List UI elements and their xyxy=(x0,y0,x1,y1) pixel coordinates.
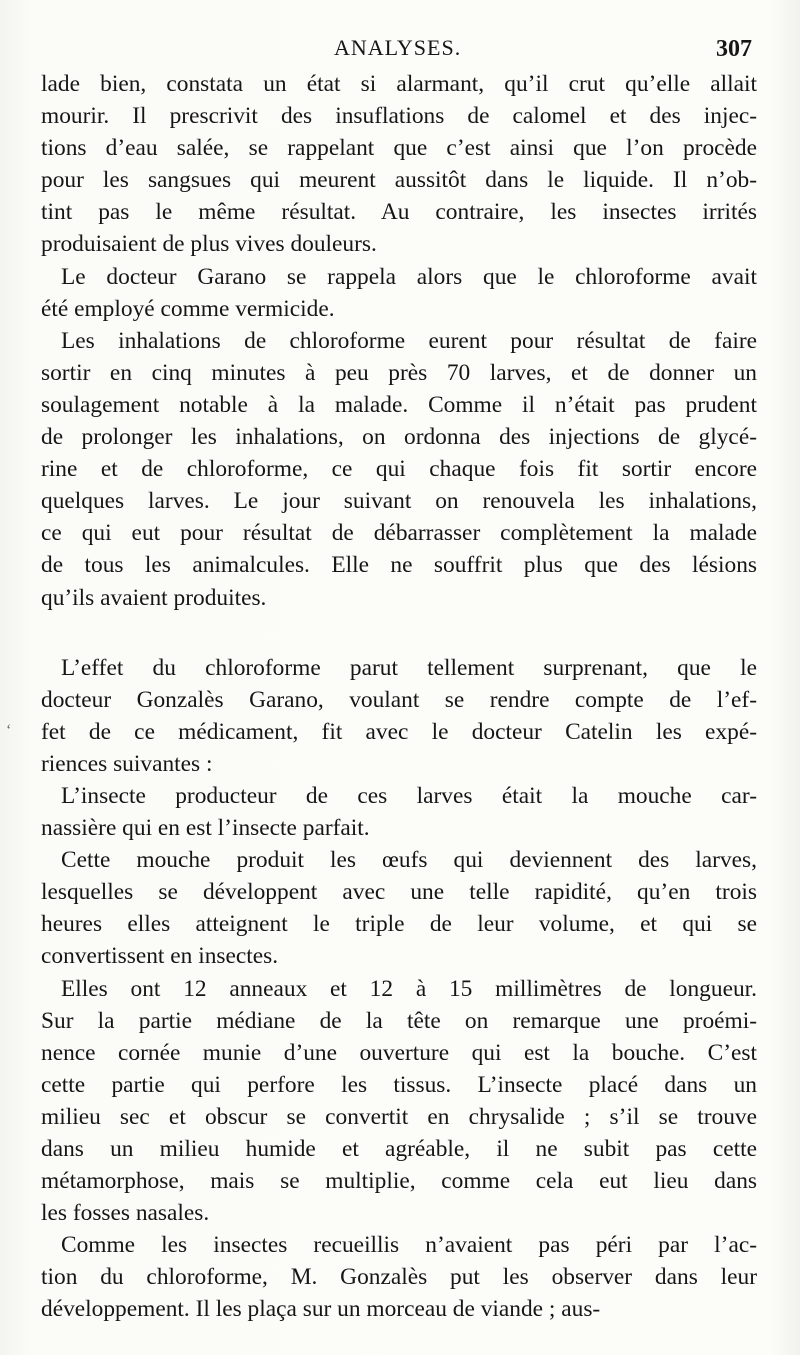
paragraph xyxy=(41,652,757,780)
text-line: Cette mouche produit les œufs qui deviennent des larves, xyxy=(61,847,757,874)
text-line: docteur Gonzalès Garano, voulant se rendre compte de l’ef- xyxy=(41,686,757,713)
text-line: Elles ont 12 anneaux et 12 à 15 millimètres de longueur. xyxy=(61,975,757,1002)
paragraph xyxy=(41,261,757,325)
paragraph xyxy=(41,780,757,844)
paragraph xyxy=(41,325,757,614)
text-line: L’effet du chloroforme parut tellement surprenant, que le xyxy=(61,654,757,681)
page-header xyxy=(40,30,752,66)
text-line: lesquelles se développent avec une telle rapidité, qu’en trois xyxy=(41,879,757,906)
text-line: Comme les insectes recueillis n’avaient pas péri par l’ac- xyxy=(61,1232,757,1259)
text-line: Le docteur Garano se rappela alors que le chloroforme avait xyxy=(61,263,757,290)
text-line: été employé comme vermicide. xyxy=(41,295,335,322)
text-line: Sur la partie médiane de la tête on remarque une proémi- xyxy=(41,1007,757,1034)
text-line: ce qui eut pour résultat de débarrasser complètement la malade xyxy=(41,520,757,547)
text-line: milieu sec et obscur se convertit en chrysalide ; s’il se trouve xyxy=(41,1103,757,1130)
text-line: lade bien, constata un état si alarmant, qu’il crut qu’elle allait xyxy=(41,71,757,97)
text-line: tion du chloroforme, M. Gonzalès put les observer dans leur xyxy=(41,1264,757,1291)
text-line: tions d’eau salée, se rappelant que c’est ainsi que l’on procède xyxy=(41,135,757,162)
text-line: L’insecte producteur de ces larves était la mouche car- xyxy=(61,782,757,809)
text-line: mourir. Il prescrivit des insuflations de calomel et des injec- xyxy=(41,103,757,130)
text-line: heures elles atteignent le triple de leur volume, et qui se xyxy=(41,911,757,938)
text-line: produisaient de plus vives douleurs. xyxy=(41,231,377,258)
text-line: de tous les animalcules. Elle ne souffrit plus que des lésions xyxy=(41,552,757,579)
paragraph xyxy=(41,973,757,1230)
body-text xyxy=(41,68,757,1326)
paragraph-gap xyxy=(41,614,757,652)
text-line: qu’ils avaient produites. xyxy=(41,584,267,611)
text-line: quelques larves. Le jour suivant on renouvela les inhalations, xyxy=(41,488,757,515)
text-line: soulagement notable à la malade. Comme il n’était pas prudent xyxy=(41,391,757,418)
text-line: tint pas le même résultat. Au contraire, les insectes irrités xyxy=(41,199,757,226)
paragraph xyxy=(41,844,757,972)
text-line: rine et de chloroforme, ce qui chaque fois fit sortir encore xyxy=(41,456,757,483)
paragraph xyxy=(41,1229,757,1325)
page-number: 307 xyxy=(716,36,752,62)
text-line: fet de ce médicament, fit avec le docteur Catelin les expé- xyxy=(41,718,757,745)
text-line: métamorphose, mais se multiplie, comme cela eut lieu dans xyxy=(41,1168,757,1195)
text-line: développement. Il les plaça sur un morceau de viande ; aus- xyxy=(41,1296,601,1323)
text-line: pour les sangsues qui meurent aussitôt dans le liquide. Il n’ob- xyxy=(41,167,757,194)
text-line: riences suivantes : xyxy=(41,750,213,777)
text-line: de prolonger les inhalations, on ordonna des injections de glycé- xyxy=(41,424,757,451)
text-line: convertissent en insectes. xyxy=(41,943,279,970)
text-line: cette partie qui perfore les tissus. L’insecte placé dans un xyxy=(41,1071,757,1098)
text-line: sortir en cinq minutes à peu près 70 larves, et de donner un xyxy=(41,359,757,386)
paragraph xyxy=(41,68,757,261)
text-line: nence cornée munie d’une ouverture qui est la bouche. C’est xyxy=(41,1039,757,1066)
text-line: les fosses nasales. xyxy=(41,1200,210,1227)
text-line: nassière qui en est l’insecte parfait. xyxy=(41,815,370,842)
margin-mark: ʻ xyxy=(6,722,12,739)
running-head: ANALYSES. xyxy=(334,35,462,60)
text-line: Les inhalations de chloroforme eurent pour résultat de faire xyxy=(61,327,757,354)
text-line: dans un milieu humide et agréable, il ne subit pas cette xyxy=(41,1136,757,1162)
